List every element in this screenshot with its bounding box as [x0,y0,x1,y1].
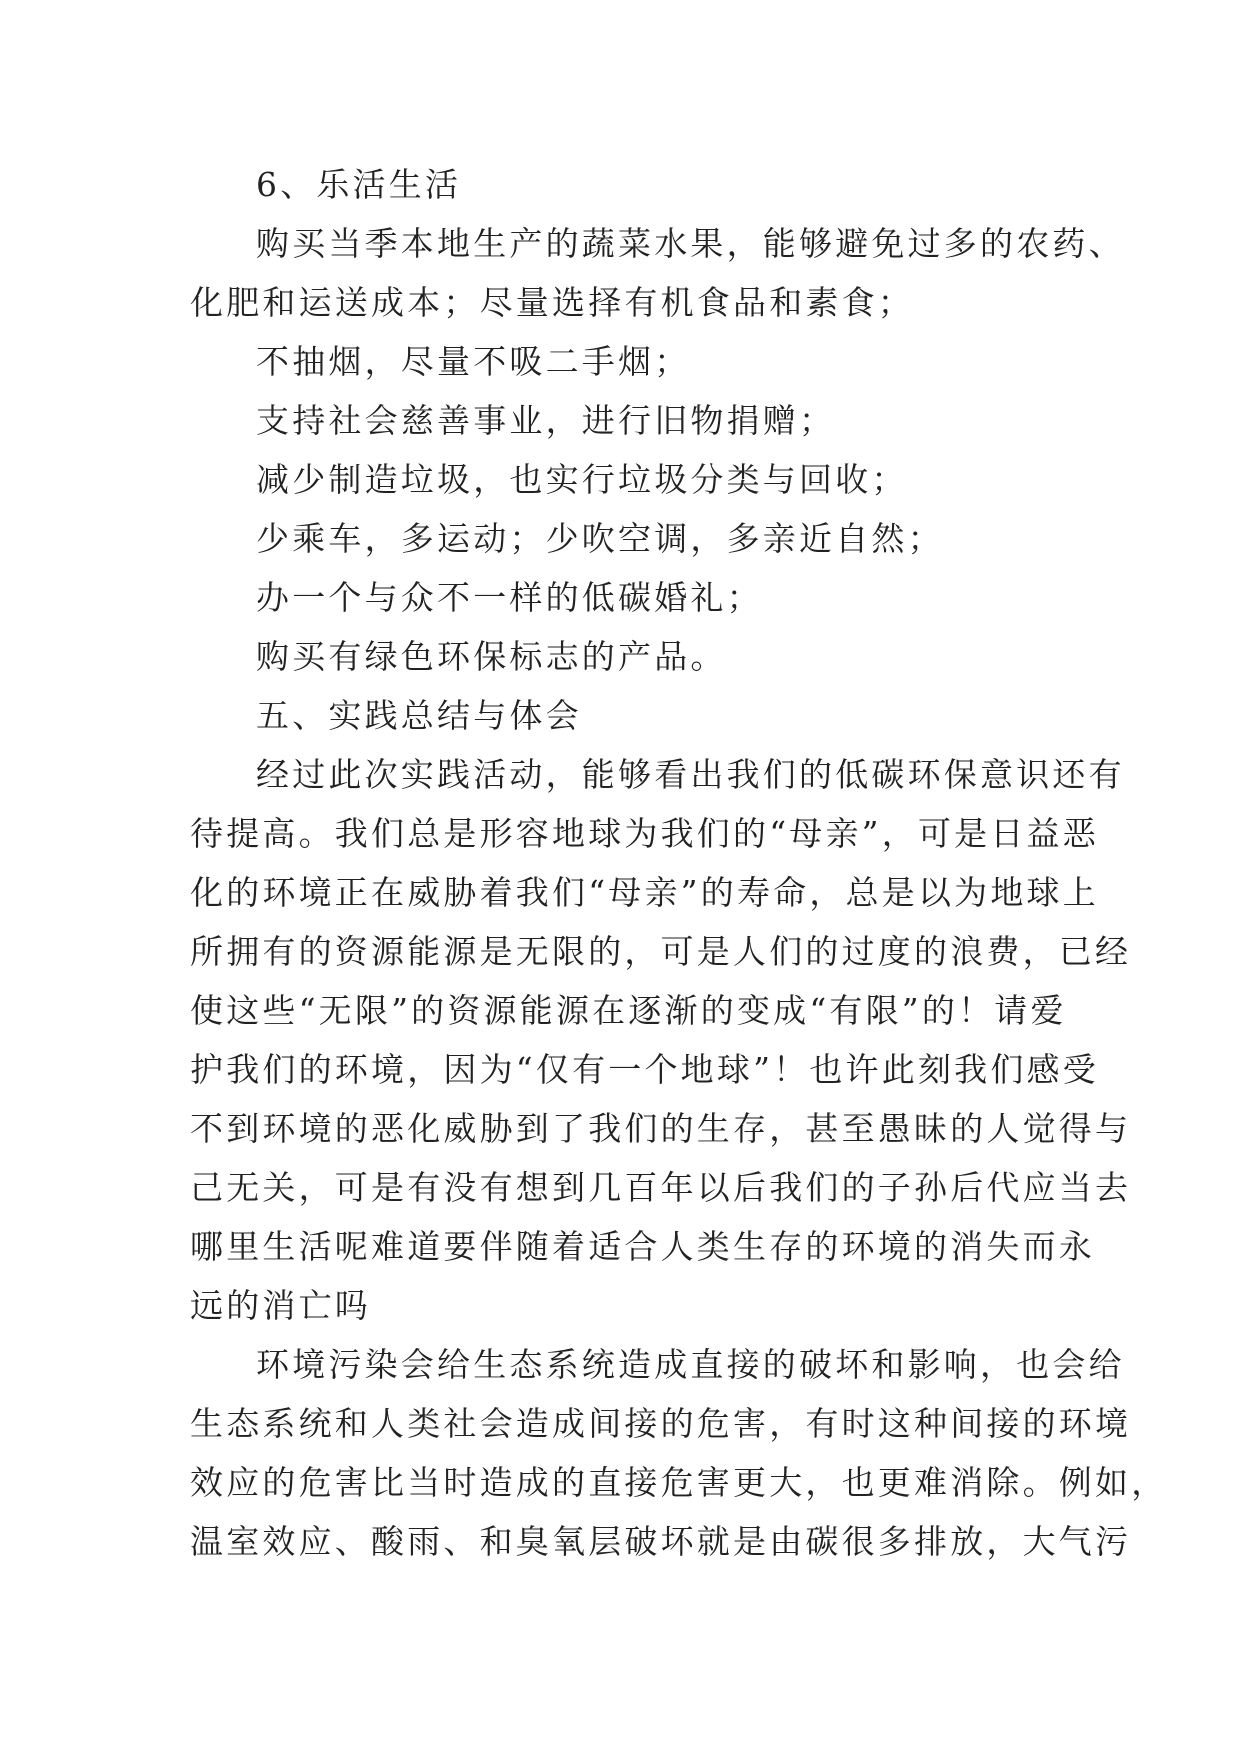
section-heading-5: 五、实践总结与体会 [256,696,582,735]
paragraph-line: 经过此次实践活动，能够看出我们的低碳环保意识还有 [256,755,1125,794]
section-heading-6: 6、乐活生活 [256,165,462,204]
paragraph-line: 己无关，可是有没有想到几百年以后我们的子孙后代应当去 [190,1168,1132,1207]
paragraph-line: 温室效应、酸雨、和臭氧层破坏就是由碳很多排放，大气污 [190,1522,1132,1561]
paragraph-line: 所拥有的资源能源是无限的，可是人们的过度的浪费，已经 [190,932,1132,971]
paragraph-line: 远的消亡吗 [190,1286,371,1325]
paragraph-line: 不抽烟，尽量不吸二手烟； [256,342,691,381]
paragraph-line: 使这些“无限”的资源能源在逐渐的变成“有限”的！请爱 [190,991,1067,1030]
paragraph-line: 购买有绿色环保标志的产品。 [256,637,727,676]
paragraph-line: 生态系统和人类社会造成间接的危害，有时这种间接的环境 [190,1404,1132,1443]
paragraph-line: 支持社会慈善事业，进行旧物捐赠； [256,401,836,440]
paragraph-line: 办一个与众不一样的低碳婚礼； [256,578,763,617]
paragraph-line: 效应的危害比当时造成的直接危害更大，也更难消除。例如， [190,1463,1168,1502]
paragraph-line: 减少制造垃圾，也实行垃圾分类与回收； [256,460,908,499]
paragraph-line: 待提高。我们总是形容地球为我们的“母亲”，可是日益恶 [190,814,1099,853]
paragraph-line: 护我们的环境，因为“仅有一个地球”！也许此刻我们感受 [190,1050,1099,1089]
paragraph-line: 环境污染会给生态系统造成直接的破坏和影响，也会给 [256,1345,1125,1384]
paragraph-line: 购买当季本地生产的蔬菜水果，能够避免过多的农药、 [256,224,1125,263]
paragraph-line: 化肥和运送成本；尽量选择有机食品和素食； [190,283,914,322]
paragraph-line: 化的环境正在威胁着我们“母亲”的寿命，总是以为地球上 [190,873,1099,912]
paragraph-line: 不到环境的恶化威胁到了我们的生存，甚至愚昧的人觉得与 [190,1109,1132,1148]
paragraph-line: 哪里生活呢难道要伴随着适合人类生存的环境的消失而永 [190,1227,1095,1266]
paragraph-line: 少乘车，多运动；少吹空调，多亲近自然； [256,519,944,558]
